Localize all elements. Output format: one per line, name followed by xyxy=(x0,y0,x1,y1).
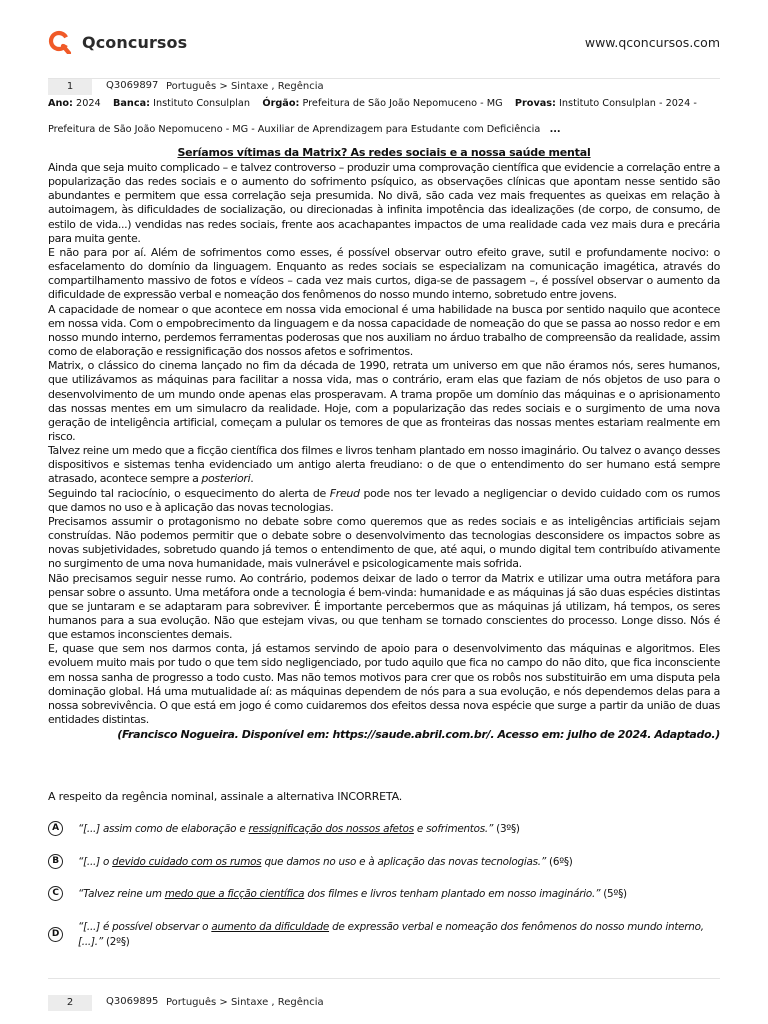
paragraph-2: E não para por aí. Além de sofrimentos como esses, é possível observar outro efeito grave, sutil e profundamente nocivo: o esfacelamento do domínio da linguagem. Enquanto as redes sociais se especializam na comunicação imagética, através do compartilhamento massivo de fotos e vídeos – cada vez mais curtos, diga-se de passagem –, é possível observar o aumento da dificuldade de expressão verbal e nomeação dos fenômenos do nosso mundo interno, sobretudo entre jovens. xyxy=(48,245,720,302)
option-d-ref: (2º§) xyxy=(102,936,130,948)
question-2-subject[interactable]: Português > Sintaxe , Regência xyxy=(166,997,324,1008)
option-c-text[interactable] xyxy=(78,887,718,902)
orgao-label: Órgão: xyxy=(262,98,300,109)
paragraph-5-text: Talvez reine um medo que a ficção científica dos filmes e livros tenham plantado em nosso imaginário. Ou talvez o avanço desses dispositivos e sistemas tenha evidenciado um antigo alerta freudiano: o de que o entendimento do ser humano está sempre atrasado, acontece sempre a xyxy=(48,444,720,486)
brand-name: Qconcursos xyxy=(82,32,188,52)
option-d-text[interactable] xyxy=(78,920,718,950)
meta-more[interactable]: ... xyxy=(549,124,561,135)
paragraph-5 xyxy=(48,444,720,486)
logo[interactable] xyxy=(48,30,187,54)
option-b-ref: (6º§) xyxy=(545,856,573,868)
text-source: (Francisco Nogueira. Disponível em: https://saude.abril.com.br/. Acesso em: julho de 2024. Adaptado.) xyxy=(117,728,720,742)
page-header xyxy=(48,30,720,60)
provas-label: Provas: xyxy=(514,98,556,109)
question-subject[interactable]: Português > Sintaxe , Regência xyxy=(166,81,324,92)
question-2-number: 2 xyxy=(48,995,92,1011)
site-url[interactable]: www.qconcursos.com xyxy=(584,35,720,50)
option-b-text[interactable] xyxy=(78,855,718,870)
question-divider xyxy=(48,978,720,979)
ano-label: Ano: xyxy=(48,98,73,109)
paragraph-4: Matrix, o clássico do cinema lançado no fim da década de 1990, retrata um universo em que não éramos nós, seres humanos, que utilizávamos as máquinas para facilitar a nossa vida, mas o contrário, eram elas que faziam de nós objetos de uso para o desenvolvimento de um mundo onde apenas elas prosperavam. A trama propõe um domínio das máquinas e o aprisionamento das nossas mentes em um simulacro da realidade. Hoje, com a popularização das redes sociais e o surgimento de uma nova geração de inteligência artificial, começam a pulular os temores de que as fronteiras das nossas mentes estariam realmente em risco. xyxy=(48,359,720,443)
banca-label: Banca: xyxy=(113,98,150,109)
paragraph-8: Não precisamos seguir nesse rumo. Ao contrário, podemos deixar de lado o terror da Matrix e utilizar uma outra metáfora para pensar sobre o assunto. Uma metáfora onde a tecnologia é bem-vinda: humanidade e as máquinas já são duas espécies distintas que se juntaram e se adaptaram para sobreviver. É importante percebermos que as máquinas já utilizam, há tempos, os seres humanos para a sua evolução. Não que estejam vivas, ou que tenham se tornado conscientes do processo. Longe disso. Nós é que estamos inconscientes demais. xyxy=(48,571,720,642)
paragraph-9: E, quase que sem nos darmos conta, já estamos servindo de apoio para o desenvolvimento das máquinas e algoritmos. Eles evoluem muito mais por tudo o que tem sido negligenciado, por tudo aquilo que fica no campo do não dito, que fica inconsciente em nossa sanha de progresso a todo custo. Mas não temos motivos para crer que os robôs nos substituirão em uma disputa pela dominação global. Há uma mutualidade aí: as máquinas dependem de nós para a sua evolução, e nós dependemos delas para a nossa sobrevivência. O que está em jogo é como cuidaremos dos efeitos dessa nova espécie que surge a partir da união de duas entidades distintas. xyxy=(48,642,720,727)
question-2-header xyxy=(48,995,720,1015)
paragraph-6 xyxy=(48,487,720,515)
qconcursos-logo-icon xyxy=(48,30,72,54)
paragraph-5-italic: posteriori xyxy=(201,472,251,486)
banca-value[interactable]: Instituto Consulplan xyxy=(153,98,250,109)
meta-line-1 xyxy=(48,91,720,117)
paragraph-6-text: Seguindo tal raciocínio, o esquecimento do alerta de xyxy=(48,486,330,500)
option-c-underlined: medo que a ficção científica xyxy=(164,888,305,900)
option-b-underlined: devido cuidado com os rumos xyxy=(112,856,262,868)
orgao-value[interactable]: Prefeitura de São João Nepomuceno - MG xyxy=(302,98,503,109)
option-a-text[interactable] xyxy=(78,822,718,837)
paragraph-6-italic: Freud xyxy=(329,486,360,500)
meta-line-2 xyxy=(48,117,720,143)
question-2-id[interactable]: Q3069895 xyxy=(106,996,159,1007)
option-a-post: e sofrimentos.” xyxy=(413,823,494,835)
question-id[interactable]: Q3069897 xyxy=(106,80,159,91)
option-d-underlined: aumento da dificuldade xyxy=(211,921,330,933)
paragraph-1: Ainda que seja muito complicado – e talvez controverso – produzir uma comprovação científica que evidencie a correlação entre a popularização das redes sociais e o aumento do sofrimento psíquico, as observações clínicas que apontam nesse sentido são abundantes e permitem que essa correlação seja presumida. No divã, são cada vez mais frequentes as queixas em relação à autoimagem, às dificuldades de socialização, ou direcionadas à infinita impotência das idealizações (de corpo, de consumo, de estilo de vida...) vendidas nas redes sociais, frente aos acachapantes impactos de uma realidade cada vez mais dura e precária para muita gente. xyxy=(48,161,720,245)
option-a-pre: “[...] assim como de elaboração e xyxy=(78,823,249,835)
option-b-letter[interactable]: B xyxy=(48,854,63,869)
ano-value: 2024 xyxy=(76,98,101,109)
text-title: Seríamos vítimas da Matrix? As redes sociais e a nossa saúde mental xyxy=(177,146,591,159)
paragraph-5-end: . xyxy=(250,472,254,486)
question-statement: A respeito da regência nominal, assinale a alternativa INCORRETA. xyxy=(48,790,403,803)
option-c-ref: (5º§) xyxy=(600,888,627,900)
question-meta xyxy=(48,91,720,143)
paragraph-3: A capacidade de nomear o que acontece em nossa vida emocional é uma habilidade na busca por sentido naquilo que acontece em nossa vida. Com o empobrecimento da linguagem e da nossa capacidade de nomeação do que se passa ao nosso redor e em nosso mundo interno, perdemos ferramentas poderosas que nos auxiliam no árduo trabalho de compreensão da realidade, assim como de elaboração e ressignificação dos nossos afetos e sofrimentos. xyxy=(48,302,720,359)
option-c-post: dos filmes e livros tenham plantado em nosso imaginário.” xyxy=(304,888,601,900)
option-a-letter[interactable]: A xyxy=(48,821,63,836)
option-b-pre: “[...] o xyxy=(78,856,113,868)
option-d-post: de expressão verbal e nomeação dos fenômenos do nosso mundo interno, [...].” xyxy=(78,921,704,948)
option-a-underlined: ressignificação dos nossos afetos xyxy=(248,823,414,835)
option-d-letter[interactable]: D xyxy=(48,927,63,942)
paragraph-6-end: pode nos ter levado a negligenciar o devido cuidado com os rumos que damos no uso e à aplicação das novas tecnologias. xyxy=(48,486,720,514)
paragraph-7: Precisamos assumir o protagonismo no debate sobre como queremos que as redes sociais e as inteligências artificiais sejam construídas. Não podemos permitir que o debate sobre o desenvolvimento das tecnologias desconsidere os impactos sobre as novas subjetividades, sobretudo quando já temos o entendimento de que, até aqui, o mundo digital tem contribuído ativamente no surgimento de uma nova humanidade, mais vulnerável e psicologicamente mais sofrida. xyxy=(48,514,720,571)
provas-value[interactable]: Instituto Consulplan - 2024 - xyxy=(559,98,697,109)
provas-value-cont[interactable]: Prefeitura de São João Nepomuceno - MG - Auxiliar de Aprendizagem para Estudante com Deficiência xyxy=(48,124,541,135)
option-d-pre: “[...] é possível observar o xyxy=(78,921,212,933)
option-b-post: que damos no uso e à aplicação das novas tecnologias.” xyxy=(261,856,546,868)
option-c-letter[interactable]: C xyxy=(48,886,63,901)
question-number: 1 xyxy=(48,79,92,95)
option-a-ref: (3º§) xyxy=(493,823,520,835)
question-text xyxy=(48,146,720,742)
option-c-pre: “Talvez reine um xyxy=(78,888,165,900)
